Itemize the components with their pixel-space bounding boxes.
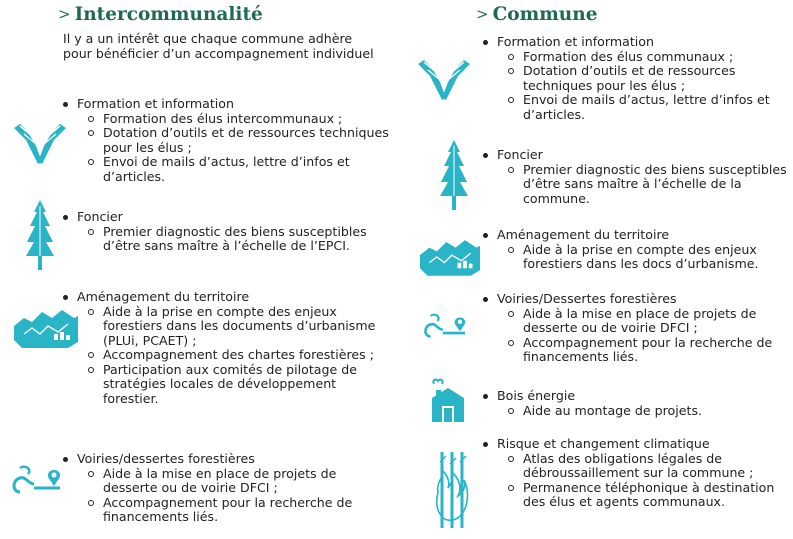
list-item: Participation aux comités de pilotage de stratégies locales de développement forestier. [63, 363, 393, 407]
hands-icon [416, 58, 472, 104]
list-item: Aide à la prise en compte des enjeux forestiers dans les documents d’urbanisme (PLUi, PCAET) ; [63, 305, 393, 349]
left-section-foncier [63, 210, 393, 254]
list-item: Accompagnement des chartes forestières ; [63, 348, 393, 363]
wood-energy-icon [428, 378, 468, 424]
chevron-right-icon: > [58, 5, 71, 23]
commune-heading: > Commune [476, 4, 598, 25]
section-label: Formation et information [483, 35, 788, 50]
intercommunalite-heading: > Intercommunalité [58, 4, 263, 25]
list-item: Premier diagnostic des biens susceptibles d’être sans maître à l’échelle de la commune. [483, 163, 788, 207]
forest-road-icon [422, 310, 472, 344]
right-section-foncier [483, 148, 788, 206]
intercommunalite-intro: Il y a un intérêt que chaque commune adhère pour bénéficier d’un accompagnement individuel [63, 31, 374, 61]
section-label: Aménagement du territoire [483, 228, 788, 243]
chevron-right-icon: > [476, 5, 489, 23]
section-label: Foncier [63, 210, 393, 225]
list-item: Aide à la mise en place de projets de desserte ou de voirie DFCI ; [483, 307, 788, 336]
tree-icon [438, 140, 470, 210]
right-section-formation [483, 35, 788, 122]
section-label: Aménagement du territoire [63, 290, 393, 305]
list-item: Atlas des obligations légales de débroussaillement sur la commune ; [483, 452, 788, 481]
section-label: Risque et changement climatique [483, 437, 788, 452]
left-section-voiries [63, 452, 393, 525]
list-item: Accompagnement pour la recherche de financements liés. [63, 496, 393, 525]
list-item: Formation des élus communaux ; [483, 50, 788, 65]
section-label: Foncier [483, 148, 788, 163]
landscape-icon [420, 238, 480, 276]
forest-road-icon [10, 462, 68, 500]
list-item: Aide à la mise en place de projets de desserte ou de voirie DFCI ; [63, 467, 393, 496]
fire-risk-icon [434, 452, 470, 528]
section-label: Bois énergie [483, 389, 788, 404]
list-item: Dotation d’outils et de ressources techniques pour les élus ; [63, 126, 393, 155]
section-label: Voiries/dessertes forestières [63, 452, 393, 467]
hands-icon [12, 122, 68, 168]
list-item: Aide à la prise en compte des enjeux forestiers dans les docs d’urbanisme. [483, 243, 788, 272]
right-section-voiries [483, 292, 788, 365]
list-item: Envoi de mails d’actus, lettre d’infos et d’articles. [63, 155, 393, 184]
list-item: Permanence téléphonique à destination des élus et agents communaux. [483, 481, 788, 510]
left-section-amenagement [63, 290, 393, 406]
list-item: Envoi de mails d’actus, lettre d’infos et d’articles. [483, 93, 788, 122]
right-section-amenagement [483, 228, 788, 272]
tree-icon [24, 200, 56, 270]
right-section-bois-energie [483, 389, 788, 418]
list-item: Accompagnement pour la recherche de financements liés. [483, 336, 788, 365]
list-item: Aide au montage de projets. [483, 404, 788, 419]
list-item: Formation des élus intercommunaux ; [63, 112, 393, 127]
list-item: Premier diagnostic des biens susceptibles d’être sans maître à l’échelle de l’EPCI. [63, 225, 393, 254]
section-label: Formation et information [63, 97, 393, 112]
list-item: Dotation d’outils et de ressources techniques pour les élus ; [483, 64, 788, 93]
section-label: Voiries/Dessertes forestières [483, 292, 788, 307]
right-section-risque [483, 437, 788, 510]
left-section-formation [63, 97, 393, 184]
